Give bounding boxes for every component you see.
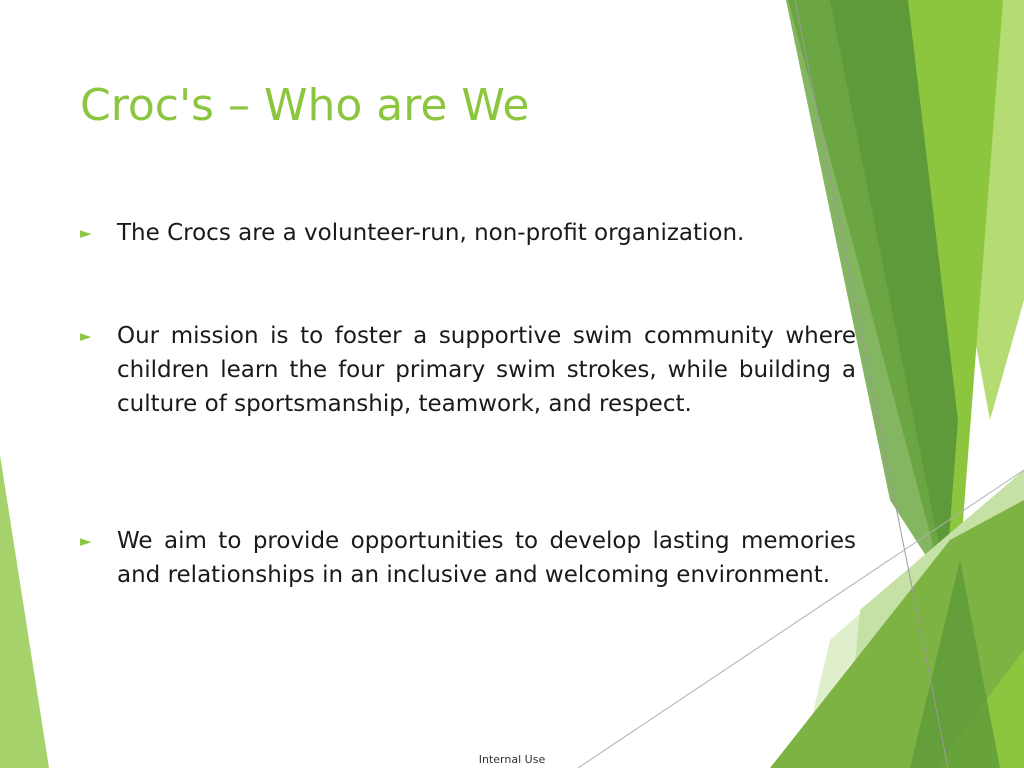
- bullet-list: [80, 0, 856, 768]
- bullet-text: Our mission is to foster a supportive swim community where children learn the four primary swim strokes, while building a culture of sportsmanship, teamwork, and respect.: [117, 323, 856, 417]
- bullet-text: We aim to provide opportunities to develop lasting memories and relationships in an inclusive and welcoming environment.: [117, 528, 856, 588]
- bullet-arrow-icon: ►: [80, 327, 92, 345]
- bullet-item: [80, 319, 856, 421]
- bullet-arrow-icon: ►: [80, 532, 92, 550]
- bullet-arrow-icon: ►: [80, 224, 92, 242]
- footer-label: Internal Use: [478, 753, 546, 766]
- slide-title: Croc's – Who are We: [80, 80, 530, 131]
- bullet-item: [80, 524, 856, 592]
- bullet-item: [80, 216, 856, 250]
- bullet-text: The Crocs are a volunteer-run, non-profit organization.: [117, 220, 745, 246]
- left-edge-shape: [0, 455, 49, 768]
